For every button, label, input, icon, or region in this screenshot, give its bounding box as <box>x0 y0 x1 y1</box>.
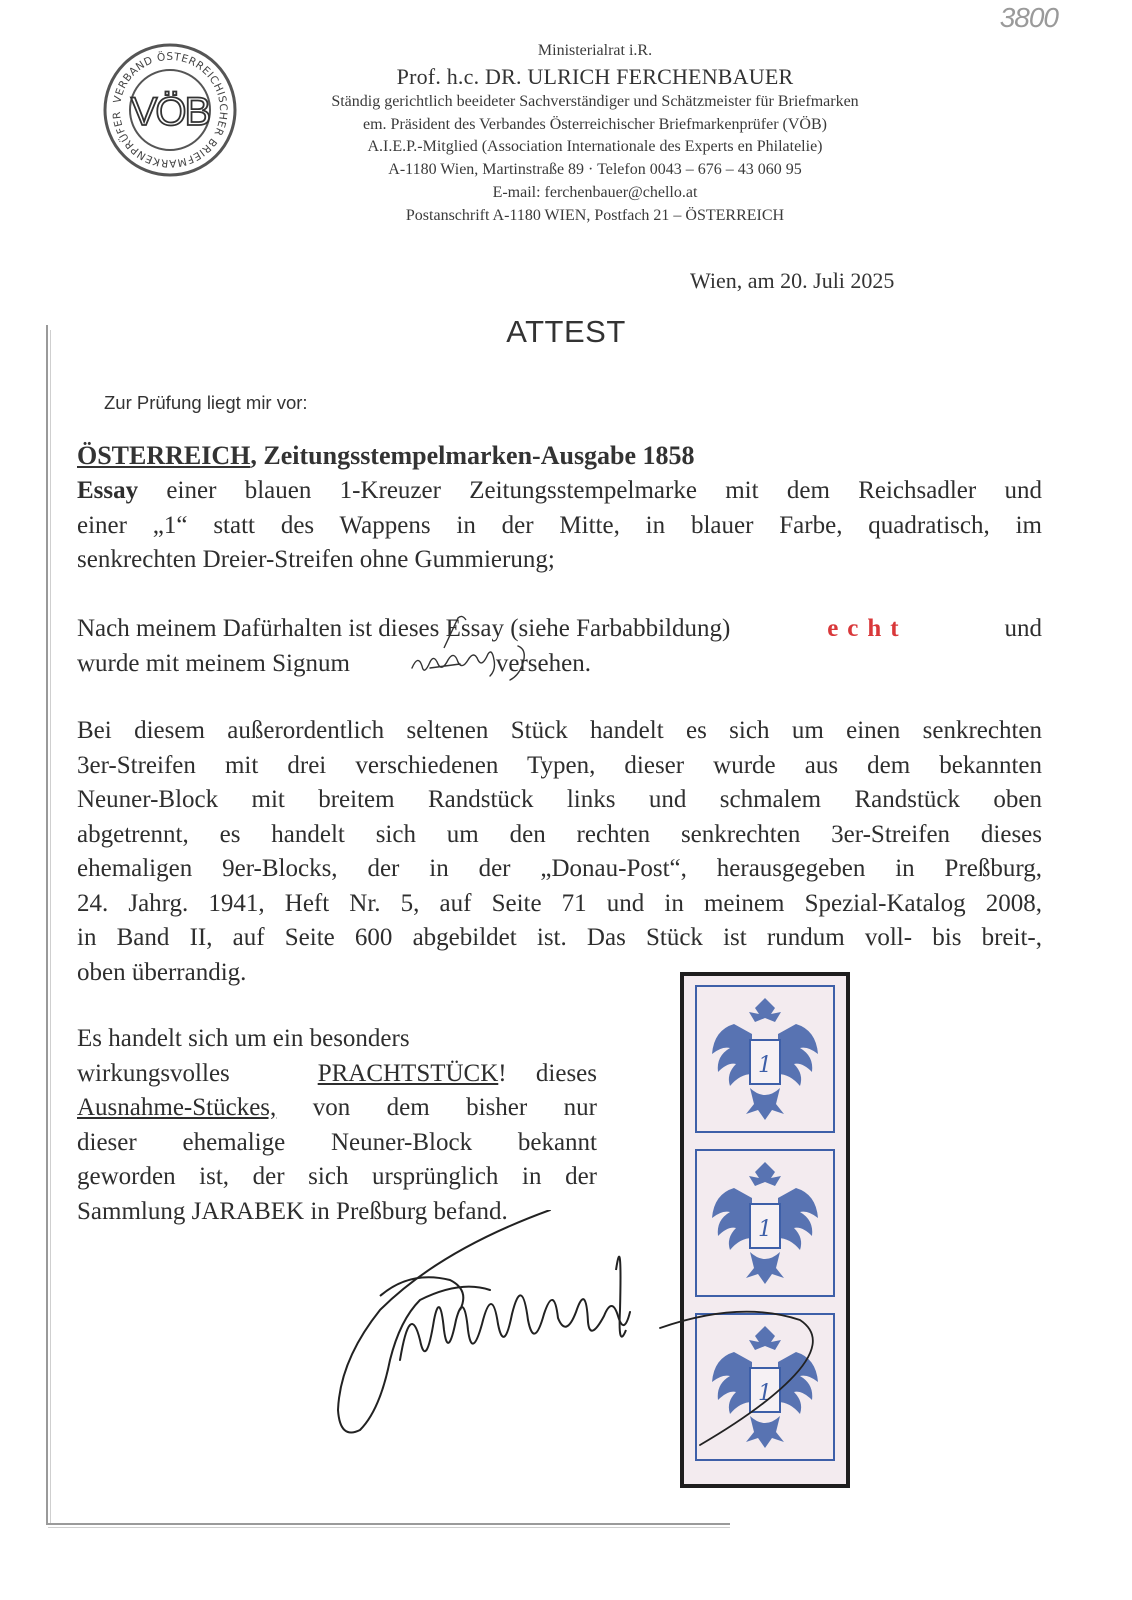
letterhead-aiep: A.I.E.P.-Mitglied (Association Internationale des Experts en Philatelie) <box>367 138 823 156</box>
provenance-line: Neuner-Block mit breitem Randstück links und schmalem Randstück oben <box>77 786 1042 813</box>
opinion-text-end: versehen. <box>495 649 591 677</box>
letterhead-email: E-mail: ferchenbauer@chello.at <box>492 183 698 201</box>
provenance-line: in Band II, auf Seite 600 abgebildet ist. Das Stück ist rundum voll- bis breit-, <box>77 924 1042 951</box>
closing-text: wirkungsvolles <box>77 1059 230 1087</box>
provenance-line: 3er-Streifen mit drei verschiedenen Typen, dieser wurde aus dem bekannten <box>77 751 1042 779</box>
provenance-line: oben überrandig. <box>77 958 247 986</box>
dateline: Wien, am 20. Juli 2025 <box>690 268 895 293</box>
letterhead-rank: Ministerialrat i.R. <box>537 42 653 59</box>
closing-line: geworden ist, der sich ursprünglich in der <box>77 1163 597 1190</box>
handwritten-initials-icon <box>406 638 546 690</box>
ausnahme-label: Ausnahme-Stückes, <box>77 1094 277 1121</box>
closing-text: von dem bisher nur <box>276 1094 597 1121</box>
prachtstueck-label: PRACHTSTÜCK <box>317 1059 499 1087</box>
letterhead-credential: Ständig gerichtlich beeideter Sachverständiger und Schätzmeister für Briefmarken <box>331 92 859 110</box>
expert-signature-icon <box>320 1210 840 1450</box>
provenance-line: Bei diesem außerordentlich seltenen Stück handelt es sich um einen senkrechten <box>77 717 1042 744</box>
provenance-line: 24. Jahrg. 1941, Heft Nr. 5, auf Seite 71 und in meinem Spezial-Katalog 2008, <box>77 889 1042 917</box>
closing-line <box>77 1091 597 1126</box>
closing-line: Es handelt sich um ein besonders <box>77 1025 410 1052</box>
letterhead <box>250 40 940 228</box>
description-line-text: einer blauen 1-Kreuzer Zeitungsstempelmarke mit dem Reichsadler und <box>138 477 1042 504</box>
svg-text:1: 1 <box>758 1053 772 1078</box>
provenance-line: ehemaligen 9er-Blocks, der in der „Donau-Post“, herausgegeben in Preßburg, <box>77 855 1042 882</box>
opinion-line <box>77 612 1042 647</box>
echt-verdict: echt <box>827 615 908 642</box>
closing-text: ! dieses <box>498 1059 598 1087</box>
opinion-text-end: und <box>1004 615 1042 642</box>
description-paragraph <box>77 474 1042 578</box>
svg-text:VÖB: VÖB <box>130 90 210 134</box>
provenance-paragraph <box>77 714 1042 990</box>
svg-text:VERBAND ÖSTERREICHISCHER BRIEF: VERBAND ÖSTERREICHISCHER BRIEFMARKENPRÜFER <box>110 50 230 170</box>
description-line: senkrechten Dreier-Streifen ohne Gummierung; <box>77 546 555 573</box>
letterhead-presidency: em. Präsident des Verbandes Österreichischer Briefmarkenprüfer (VÖB) <box>363 115 827 133</box>
description-line: einer „1“ statt des Wappens in der Mitte, in blauer Farbe, quadratisch, im <box>77 511 1042 539</box>
frame-line-left <box>46 325 48 1525</box>
frame-line-bottom <box>48 1523 730 1525</box>
description-line <box>77 474 1042 509</box>
closing-line <box>77 1057 597 1092</box>
frame-line-bottom-inner <box>48 1527 730 1528</box>
frame-line-left-inner <box>50 330 51 1525</box>
opinion-text: wurde mit meinem Signum <box>77 649 350 677</box>
svg-text:1: 1 <box>758 1217 772 1242</box>
voeb-seal-logo <box>102 42 238 178</box>
opinion-line <box>77 647 1042 682</box>
svg-text:1: 1 <box>758 1381 772 1406</box>
letterhead-address: A-1180 Wien, Martinstraße 89 · Telefon 0043 – 676 – 43 060 95 <box>388 161 802 179</box>
newspaper-stamp <box>694 984 836 1134</box>
heading-issue: , Zeitungsstempelmarken-Ausgabe 1858 <box>250 441 695 470</box>
provenance-line: abgetrennt, es handelt sich um den rechten senkrechten 3er-Streifen dieses <box>77 820 1042 848</box>
item-heading <box>77 441 695 471</box>
closing-paragraph <box>77 1022 597 1229</box>
corner-pencil-number: 3800 <box>999 2 1058 33</box>
closing-line: dieser ehemalige Neuner-Block bekannt <box>77 1128 597 1156</box>
letterhead-name: Prof. h.c. DR. ULRICH FERCHENBAUER <box>396 63 794 89</box>
document-title: ATTEST <box>506 314 626 349</box>
intro-line: Zur Prüfung liegt mir vor: <box>104 392 308 413</box>
description-bold-term: Essay <box>77 477 139 504</box>
letterhead-postal: Postanschrift A-1180 WIEN, Postfach 21 – ÖSTERREICH <box>405 206 785 224</box>
opinion-text: Nach meinem Dafürhalten ist dieses Essay (siehe Farbabbildung) <box>77 615 731 642</box>
opinion-paragraph <box>77 612 1042 681</box>
heading-country: ÖSTERREICH <box>77 441 251 470</box>
closing-line: Sammlung JARABEK in Preßburg befand. <box>77 1197 508 1225</box>
